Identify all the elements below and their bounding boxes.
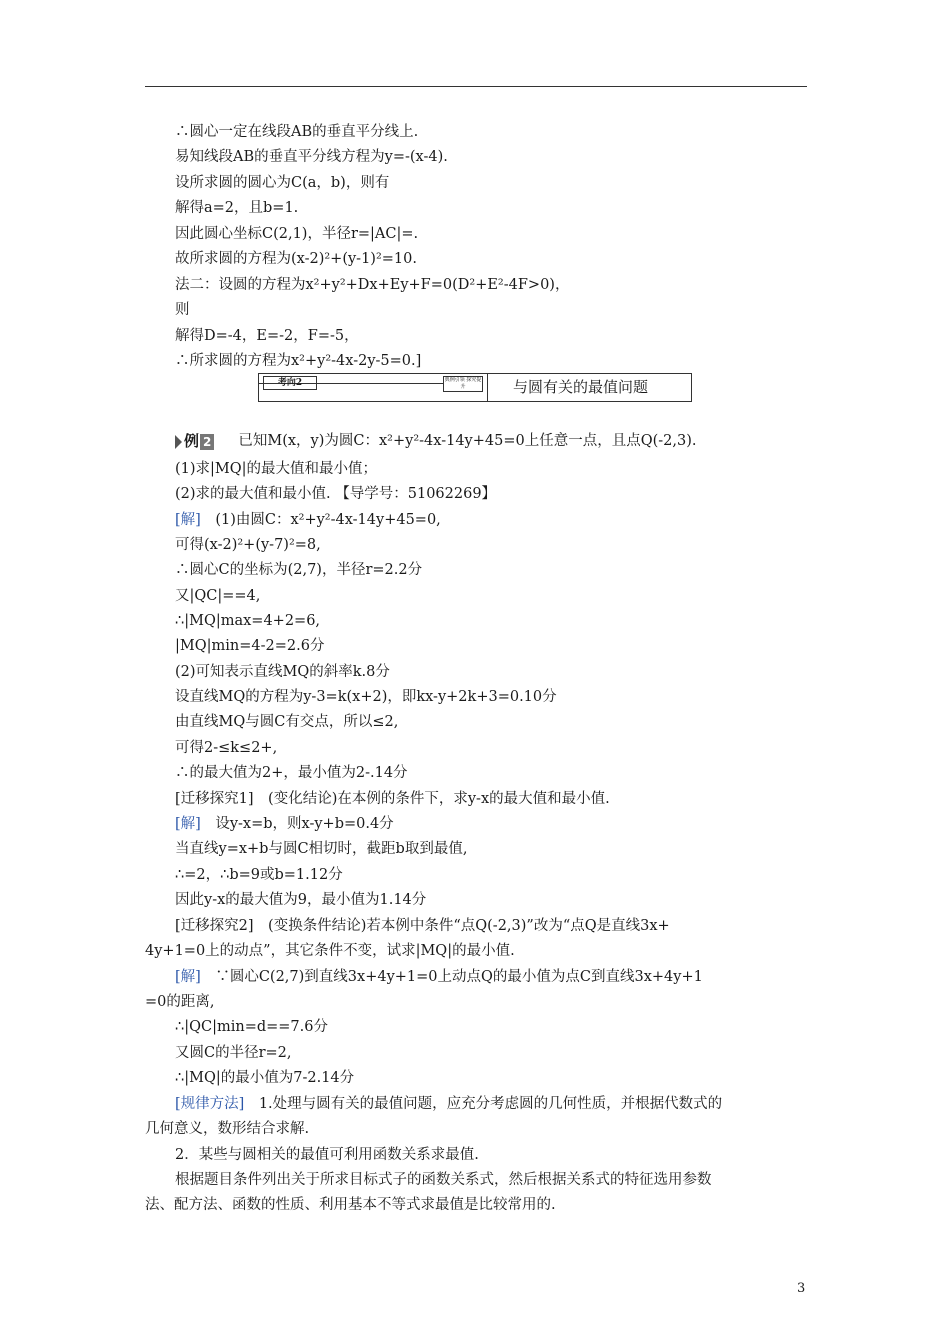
text-line: ∴圆心C的坐标为(2,7)，半径r=2.2分	[175, 562, 423, 578]
text-line: ∴=2，∴b=9或b=1.12分	[175, 867, 343, 883]
banner-divider	[487, 374, 488, 401]
question-line: (1)求|MQ|的最大值和最小值；	[175, 461, 378, 477]
solution-line: [解] ∵圆心C(2,7)到直线3x+4y+1=0上动点Q的最小值为点C到直线3x+4y+1	[175, 969, 703, 985]
text-line: 故所求圆的方程为(x-2)²+(y-1)²=10.	[175, 251, 417, 267]
text-line: 由直线MQ与圆C有交点，所以≤2,	[175, 714, 399, 730]
text-line: ∴圆心一定在线段AB的垂直平分线上.	[175, 124, 419, 140]
text-line: =0的距离,	[145, 994, 215, 1010]
triangle-icon	[175, 435, 182, 449]
text-line: ∴|MQ|的最小值为7-2.14分	[175, 1070, 355, 1086]
text-line: ∴的最大值为2+，最小值为2-.14分	[175, 765, 408, 781]
banner-mini-label: 典例引领 探究提升	[444, 377, 482, 390]
transfer-heading-2: [迁移探究2] (变换条件结论)若本例中条件“点Q(-2,3)”改为“点Q是直线3x+	[175, 918, 670, 934]
text-line: 法、配方法、函数的性质、利用基本不等式求最值是比较常用的.	[145, 1197, 556, 1213]
text-line: |MQ|min=4-2=2.6分	[175, 638, 325, 654]
solution-line: [解] 设y-x=b，则x-y+b=0.4分	[175, 816, 394, 832]
transfer-heading-2-cont: 4y+1=0上的动点”，其它条件不变，试求|MQ|的最小值.	[145, 943, 515, 959]
text-line: 解得D=-4，E=-2，F=-5，	[175, 328, 359, 344]
solution-tag: [解]	[175, 816, 201, 832]
text-line: 设直线MQ的方程为y-3=k(x+2)，即kx-y+2k+3=0.10分	[175, 689, 557, 705]
header-rule	[145, 86, 807, 87]
text-line: 几何意义，数形结合求解.	[145, 1121, 310, 1137]
banner-tag: 考向2	[263, 376, 317, 390]
example-badge: 例 2	[175, 431, 214, 451]
text-line: (2)可知表示直线MQ的斜率k.8分	[175, 664, 390, 680]
question-line: (2)求的最大值和最小值. 【导学号：51062269】	[175, 486, 497, 502]
text-line: ∴|MQ|max=4+2=6,	[175, 613, 321, 629]
transfer-heading-1: [迁移探究1] (变化结论)在本例的条件下，求y-x的最大值和最小值.	[175, 791, 610, 807]
text-line: ∴所求圆的方程为x²+y²-4x-2y-5=0.]	[175, 353, 422, 369]
text-line: 2．某些与圆相关的最值可利用函数关系求最值.	[175, 1147, 479, 1163]
text-line: 又|QC|==4,	[175, 588, 261, 604]
text-line: 又圆C的半径r=2,	[175, 1045, 292, 1061]
page-number: 3	[797, 1281, 806, 1296]
section-banner	[258, 373, 692, 402]
example-statement: 已知M(x，y)为圆C：x²+y²-4x-14y+45=0上任意一点，且点Q(-2,3).	[238, 433, 697, 449]
section-title: 与圆有关的最值问题	[513, 378, 649, 396]
text-line: 因此y-x的最大值为9，最小值为1.14分	[175, 892, 427, 908]
method-line: [规律方法] 1.处理与圆有关的最值问题，应充分考虑圆的几何性质，并根据代数式的	[175, 1096, 723, 1112]
solution-line: [解] (1)由圆C：x²+y²-4x-14y+45=0,	[175, 512, 441, 528]
text-line: 解得a=2，且b=1.	[175, 200, 299, 216]
example-line	[175, 431, 696, 451]
text-line: 法二：设圆的方程为x²+y²+Dx+Ey+F=0(D²+E²-4F>0)，	[175, 277, 570, 293]
solution-tag: [解]	[175, 969, 201, 985]
text-line: 设所求圆的圆心为C(a，b)，则有	[175, 175, 390, 191]
text-line: 因此圆心坐标C(2,1)，半径r=|AC|=.	[175, 226, 419, 242]
text-line: 可得2-≤k≤2+,	[175, 740, 278, 756]
solution-tag: [解]	[175, 512, 201, 528]
text-line: 可得(x-2)²+(y-7)²=8,	[175, 537, 321, 553]
text-line: 易知线段AB的垂直平分线方程为y=-(x-4).	[175, 149, 448, 165]
method-tag: [规律方法]	[175, 1096, 245, 1112]
text-line: 根据题目条件列出关于所求目标式子的函数关系式，然后根据关系式的特征选用参数	[175, 1172, 712, 1188]
text-line: ∴|QC|min=d==7.6分	[175, 1019, 328, 1035]
text-line: 当直线y=x+b与圆C相切时，截距b取到最值,	[175, 841, 468, 857]
text-line: 则	[175, 302, 190, 318]
